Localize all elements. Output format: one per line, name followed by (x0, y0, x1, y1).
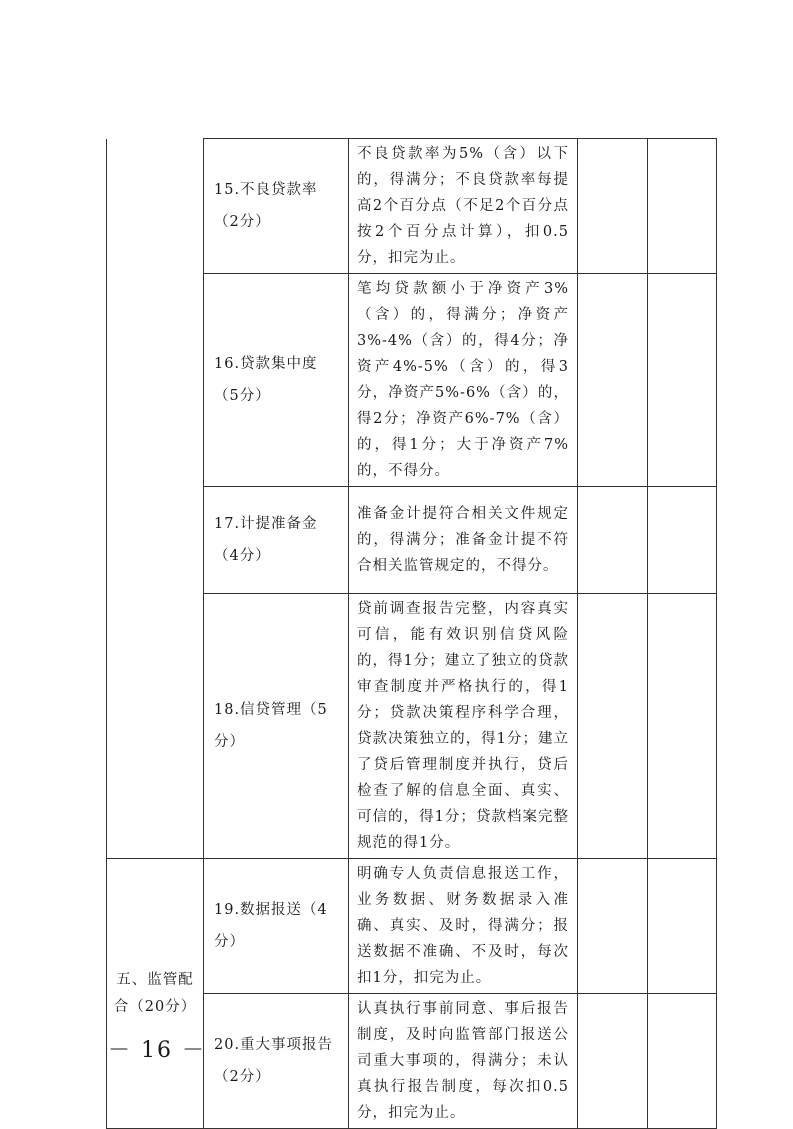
item-cell: 19.数据报送（4分） (204, 859, 349, 994)
item-cell: 18.信贷管理（5分） (204, 594, 349, 859)
remark-cell (648, 139, 717, 274)
criteria-cell: 笔均贷款额小于净资产3%（含）的，得满分；净资产3%-4%（含）的，得4分；净资产4%-5%（含）的，得3分，净资产5%-6%（含）的，得2分；净资产6%-7%（含）的，得1分；大于净资产7%的，不得分。 (349, 274, 578, 487)
item-cell: 16.贷款集中度（5分） (204, 274, 349, 487)
table-row (107, 139, 717, 274)
score-cell (578, 139, 648, 274)
table-row (107, 859, 717, 994)
criteria-cell: 贷前调查报告完整，内容真实可信，能有效识别信贷风险的，得1分；建立了独立的贷款审查制度并严格执行的，得1分；贷款决策程序科学合理，贷款决策独立的，得1分；建立了贷后管理制度并执行，贷后检查了解的信息全面、真实、可信的，得1分；贷款档案完整规范的得1分。 (349, 594, 578, 859)
score-cell (578, 994, 648, 1129)
evaluation-table (106, 138, 717, 1129)
item-cell: 17.计提准备金（4分） (204, 487, 349, 594)
remark-cell (648, 859, 717, 994)
criteria-cell: 不良贷款率为5%（含）以下的，得满分；不良贷款率每提高2个百分点（不足2个百分点按2个百分点计算），扣0.5分，扣完为止。 (349, 139, 578, 274)
category-cell-continued (107, 139, 204, 859)
category-cell: 五、监管配合（20分） (107, 859, 204, 1129)
score-cell (578, 594, 648, 859)
remark-cell (648, 274, 717, 487)
score-cell (578, 859, 648, 994)
item-cell: 20.重大事项报告（2分） (204, 994, 349, 1129)
criteria-cell: 认真执行事前同意、事后报告制度，及时向监管部门报送公司重大事项的，得满分；未认真执行报告制度，每次扣0.5分，扣完为止。 (349, 994, 578, 1129)
criteria-cell: 明确专人负责信息报送工作，业务数据、财务数据录入准确、真实、及时，得满分；报送数据不准确、不及时，每次扣1分，扣完为止。 (349, 859, 578, 994)
remark-cell (648, 994, 717, 1129)
page-number: － 16 － (108, 1038, 206, 1063)
score-cell (578, 274, 648, 487)
remark-cell (648, 487, 717, 594)
remark-cell (648, 594, 717, 859)
score-cell (578, 487, 648, 594)
item-cell: 15.不良贷款率（2分） (204, 139, 349, 274)
criteria-cell: 准备金计提符合相关文件规定的，得满分；准备金计提不符合相关监管规定的，不得分。 (349, 487, 578, 594)
